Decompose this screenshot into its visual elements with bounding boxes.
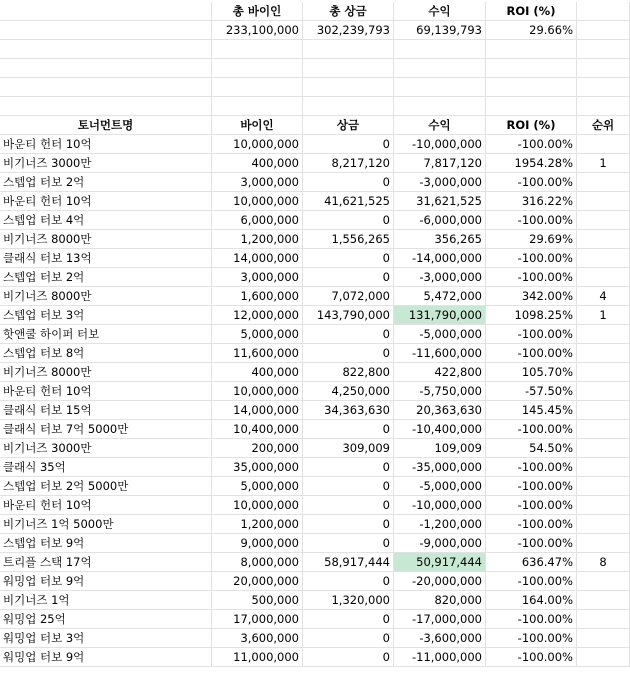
buyin-cell[interactable]: 3,600,000 <box>212 629 303 648</box>
tournament-name-cell[interactable]: 스텝업 터보 2억 <box>0 268 212 287</box>
summary-values-row <box>0 21 630 40</box>
cell[interactable] <box>212 40 303 59</box>
table-row <box>0 534 630 553</box>
tournament-name-cell[interactable]: 비기너즈 1억 <box>0 591 212 610</box>
cell[interactable] <box>303 59 394 78</box>
buyin-cell[interactable]: 1,600,000 <box>212 287 303 306</box>
tournament-name-cell[interactable]: 스텝업 터보 2억 5000만 <box>0 477 212 496</box>
tournament-name-cell[interactable]: 워밍업 터보 9억 <box>0 648 212 667</box>
tournament-name-cell[interactable]: 스텝업 터보 9억 <box>0 534 212 553</box>
roi-cell[interactable]: 342.00% <box>486 287 577 306</box>
empty-row <box>0 97 630 116</box>
roi-cell[interactable]: 145.45% <box>486 401 577 420</box>
tournament-name-cell[interactable]: 바운티 헌터 10억 <box>0 135 212 154</box>
buyin-cell[interactable]: 11,600,000 <box>212 344 303 363</box>
buyin-cell[interactable]: 17,000,000 <box>212 610 303 629</box>
cell[interactable] <box>486 40 577 59</box>
rank-cell[interactable] <box>577 534 630 553</box>
rank-cell[interactable] <box>577 458 630 477</box>
prize-cell[interactable]: 309,009 <box>303 439 394 458</box>
buyin-cell[interactable]: 5,000,000 <box>212 325 303 344</box>
summary-header-profit[interactable]: 수익 <box>394 2 486 21</box>
prize-cell[interactable]: 0 <box>303 211 394 230</box>
summary-total-buyin[interactable]: 233,100,000 <box>212 21 303 40</box>
profit-cell[interactable]: 31,621,525 <box>394 192 486 211</box>
rank-cell[interactable] <box>577 496 630 515</box>
cell[interactable] <box>394 59 486 78</box>
prize-cell[interactable]: 4,250,000 <box>303 382 394 401</box>
prize-cell[interactable]: 1,556,265 <box>303 230 394 249</box>
roi-cell[interactable]: 316.22% <box>486 192 577 211</box>
prize-cell[interactable]: 0 <box>303 648 394 667</box>
cell[interactable] <box>0 59 212 78</box>
column-header-rank[interactable]: 순위 <box>577 116 630 135</box>
buyin-cell[interactable]: 6,000,000 <box>212 211 303 230</box>
table-row <box>0 306 630 325</box>
profit-cell[interactable]: 131,790,000 <box>394 306 486 325</box>
roi-cell[interactable]: -100.00% <box>486 135 577 154</box>
prize-cell[interactable]: 0 <box>303 496 394 515</box>
profit-cell[interactable]: 20,363,630 <box>394 401 486 420</box>
tournament-name-cell[interactable]: 비기너즈 3000만 <box>0 439 212 458</box>
rank-cell[interactable] <box>577 477 630 496</box>
roi-cell[interactable]: 105.70% <box>486 363 577 382</box>
table-row <box>0 382 630 401</box>
prize-cell[interactable]: 822,800 <box>303 363 394 382</box>
tournament-name-cell[interactable]: 스텝업 터보 3억 <box>0 306 212 325</box>
tournament-name-cell[interactable]: 바운티 헌터 10억 <box>0 382 212 401</box>
prize-cell[interactable]: 0 <box>303 249 394 268</box>
tournament-name-cell[interactable]: 바운티 헌터 10억 <box>0 496 212 515</box>
table-row <box>0 192 630 211</box>
buyin-cell[interactable]: 35,000,000 <box>212 458 303 477</box>
table-row <box>0 439 630 458</box>
prize-cell[interactable]: 0 <box>303 534 394 553</box>
table-row <box>0 648 630 667</box>
buyin-cell[interactable]: 3,000,000 <box>212 173 303 192</box>
buyin-cell[interactable]: 12,000,000 <box>212 306 303 325</box>
prize-cell[interactable]: 8,217,120 <box>303 154 394 173</box>
empty-row <box>0 40 630 59</box>
cell[interactable] <box>0 2 212 21</box>
table-row <box>0 591 630 610</box>
profit-cell[interactable]: -10,000,000 <box>394 135 486 154</box>
rank-cell[interactable] <box>577 173 630 192</box>
rank-cell[interactable] <box>577 192 630 211</box>
empty-row <box>0 59 630 78</box>
roi-cell[interactable]: 1954.28% <box>486 154 577 173</box>
tournament-name-cell[interactable]: 스텝업 터보 2억 <box>0 173 212 192</box>
tournament-name-cell[interactable]: 클래식 터보 15억 <box>0 401 212 420</box>
rank-cell[interactable] <box>577 249 630 268</box>
table-row <box>0 173 630 192</box>
profit-cell[interactable]: -20,000,000 <box>394 572 486 591</box>
table-row <box>0 401 630 420</box>
profit-cell[interactable]: -1,200,000 <box>394 515 486 534</box>
roi-cell[interactable]: -100.00% <box>486 629 577 648</box>
column-header-tournament-name[interactable]: 토너먼트명 <box>0 116 212 135</box>
summary-header-row <box>0 2 630 21</box>
table-row <box>0 420 630 439</box>
profit-cell[interactable]: 356,265 <box>394 230 486 249</box>
tournament-name-cell[interactable]: 비기너즈 3000만 <box>0 154 212 173</box>
profit-cell[interactable]: -9,000,000 <box>394 534 486 553</box>
rank-cell[interactable] <box>577 268 630 287</box>
table-row <box>0 268 630 287</box>
cell[interactable] <box>394 78 486 97</box>
profit-cell[interactable]: -3,000,000 <box>394 268 486 287</box>
summary-header-total-buyin[interactable]: 총 바이인 <box>212 2 303 21</box>
tournament-name-cell[interactable]: 클래식 35억 <box>0 458 212 477</box>
buyin-cell[interactable]: 1,200,000 <box>212 230 303 249</box>
roi-cell[interactable]: -100.00% <box>486 173 577 192</box>
table-header-row <box>0 116 630 135</box>
buyin-cell[interactable]: 8,000,000 <box>212 553 303 572</box>
cell[interactable] <box>303 97 394 116</box>
buyin-cell[interactable]: 10,000,000 <box>212 192 303 211</box>
cell[interactable] <box>577 78 630 97</box>
rank-cell[interactable]: 4 <box>577 287 630 306</box>
profit-cell[interactable]: 109,009 <box>394 439 486 458</box>
cell[interactable] <box>577 21 630 40</box>
cell[interactable] <box>577 40 630 59</box>
prize-cell[interactable]: 41,621,525 <box>303 192 394 211</box>
cell[interactable] <box>486 97 577 116</box>
cell[interactable] <box>212 97 303 116</box>
roi-cell[interactable]: -100.00% <box>486 249 577 268</box>
rank-cell[interactable] <box>577 382 630 401</box>
profit-cell[interactable]: -5,000,000 <box>394 477 486 496</box>
tournament-name-cell[interactable]: 비기너즈 8000만 <box>0 363 212 382</box>
profit-cell[interactable]: -11,000,000 <box>394 648 486 667</box>
prize-cell[interactable]: 1,320,000 <box>303 591 394 610</box>
summary-total-prize[interactable]: 302,239,793 <box>303 21 394 40</box>
roi-cell[interactable]: 29.69% <box>486 230 577 249</box>
tournament-name-cell[interactable]: 클래식 터보 7억 5000만 <box>0 420 212 439</box>
cell[interactable] <box>212 59 303 78</box>
rank-cell[interactable] <box>577 344 630 363</box>
tournament-name-cell[interactable]: 비기너즈 8000만 <box>0 230 212 249</box>
rank-cell[interactable]: 8 <box>577 553 630 572</box>
cell[interactable] <box>394 40 486 59</box>
rank-cell[interactable]: 1 <box>577 306 630 325</box>
profit-cell[interactable]: -5,750,000 <box>394 382 486 401</box>
buyin-cell[interactable]: 400,000 <box>212 363 303 382</box>
rank-cell[interactable] <box>577 211 630 230</box>
buyin-cell[interactable]: 5,000,000 <box>212 477 303 496</box>
buyin-cell[interactable]: 10,000,000 <box>212 135 303 154</box>
prize-cell[interactable]: 0 <box>303 458 394 477</box>
table-row <box>0 325 630 344</box>
rank-cell[interactable] <box>577 591 630 610</box>
summary-header-total-prize[interactable]: 총 상금 <box>303 2 394 21</box>
roi-cell[interactable]: -100.00% <box>486 534 577 553</box>
roi-cell[interactable]: 54.50% <box>486 439 577 458</box>
tournament-name-cell[interactable]: 클래식 터보 13억 <box>0 249 212 268</box>
table-row <box>0 135 630 154</box>
roi-cell[interactable]: -100.00% <box>486 325 577 344</box>
tournament-name-cell[interactable]: 비기너즈 8000만 <box>0 287 212 306</box>
cell[interactable] <box>303 78 394 97</box>
cell[interactable] <box>577 2 630 21</box>
summary-header-roi[interactable]: ROI (%) <box>486 2 577 21</box>
roi-cell[interactable]: -100.00% <box>486 648 577 667</box>
profit-cell[interactable]: -3,000,000 <box>394 173 486 192</box>
rank-cell[interactable] <box>577 629 630 648</box>
prize-cell[interactable]: 0 <box>303 344 394 363</box>
roi-cell[interactable]: -100.00% <box>486 420 577 439</box>
profit-cell[interactable]: 5,472,000 <box>394 287 486 306</box>
table-row <box>0 572 630 591</box>
prize-cell[interactable]: 143,790,000 <box>303 306 394 325</box>
rank-cell[interactable] <box>577 420 630 439</box>
profit-cell[interactable]: -35,000,000 <box>394 458 486 477</box>
buyin-cell[interactable]: 9,000,000 <box>212 534 303 553</box>
rank-cell[interactable] <box>577 230 630 249</box>
rank-cell[interactable] <box>577 363 630 382</box>
rank-cell[interactable] <box>577 325 630 344</box>
table-row <box>0 230 630 249</box>
roi-cell[interactable]: -100.00% <box>486 515 577 534</box>
prize-cell[interactable]: 0 <box>303 610 394 629</box>
buyin-cell[interactable]: 10,000,000 <box>212 496 303 515</box>
prize-cell[interactable]: 58,917,444 <box>303 553 394 572</box>
table-row <box>0 249 630 268</box>
rank-cell[interactable] <box>577 648 630 667</box>
buyin-cell[interactable]: 3,000,000 <box>212 268 303 287</box>
cell[interactable] <box>212 78 303 97</box>
buyin-cell[interactable]: 14,000,000 <box>212 249 303 268</box>
tournament-name-cell[interactable]: 워밍업 터보 3억 <box>0 629 212 648</box>
prize-cell[interactable]: 0 <box>303 477 394 496</box>
tournament-name-cell[interactable]: 트리플 스택 17억 <box>0 553 212 572</box>
table-row <box>0 344 630 363</box>
prize-cell[interactable]: 7,072,000 <box>303 287 394 306</box>
roi-cell[interactable]: 164.00% <box>486 591 577 610</box>
table-row <box>0 515 630 534</box>
summary-roi[interactable]: 29.66% <box>486 21 577 40</box>
cell[interactable] <box>486 59 577 78</box>
profit-cell[interactable]: -11,600,000 <box>394 344 486 363</box>
rank-cell[interactable] <box>577 135 630 154</box>
buyin-cell[interactable]: 10,400,000 <box>212 420 303 439</box>
roi-cell[interactable]: -100.00% <box>486 572 577 591</box>
table-row <box>0 629 630 648</box>
column-header-profit[interactable]: 수익 <box>394 116 486 135</box>
cell[interactable] <box>303 40 394 59</box>
profit-cell[interactable]: -17,000,000 <box>394 610 486 629</box>
tournament-name-cell[interactable]: 핫앤쿨 하이퍼 터보 <box>0 325 212 344</box>
profit-cell[interactable]: -10,000,000 <box>394 496 486 515</box>
profit-cell[interactable]: 820,000 <box>394 591 486 610</box>
rank-cell[interactable]: 1 <box>577 154 630 173</box>
profit-cell[interactable]: -10,400,000 <box>394 420 486 439</box>
roi-cell[interactable]: -100.00% <box>486 496 577 515</box>
rank-cell[interactable] <box>577 610 630 629</box>
prize-cell[interactable]: 0 <box>303 135 394 154</box>
cell[interactable] <box>394 97 486 116</box>
roi-cell[interactable]: -100.00% <box>486 477 577 496</box>
buyin-cell[interactable]: 200,000 <box>212 439 303 458</box>
profit-cell[interactable]: 7,817,120 <box>394 154 486 173</box>
roi-cell[interactable]: -100.00% <box>486 610 577 629</box>
rank-cell[interactable] <box>577 572 630 591</box>
profit-cell[interactable]: -3,600,000 <box>394 629 486 648</box>
table-row <box>0 553 630 572</box>
rank-cell[interactable] <box>577 401 630 420</box>
roi-cell[interactable]: -57.50% <box>486 382 577 401</box>
rank-cell[interactable] <box>577 439 630 458</box>
roi-cell[interactable]: 1098.25% <box>486 306 577 325</box>
prize-cell[interactable]: 0 <box>303 325 394 344</box>
cell[interactable] <box>0 21 212 40</box>
table-row <box>0 211 630 230</box>
prize-cell[interactable]: 0 <box>303 420 394 439</box>
tournament-name-cell[interactable]: 스텝업 터보 8억 <box>0 344 212 363</box>
table-row <box>0 477 630 496</box>
tournament-name-cell[interactable]: 워밍업 터보 9억 <box>0 572 212 591</box>
column-header-buyin[interactable]: 바이인 <box>212 116 303 135</box>
cell[interactable] <box>486 78 577 97</box>
prize-cell[interactable]: 0 <box>303 572 394 591</box>
table-row <box>0 363 630 382</box>
buyin-cell[interactable]: 400,000 <box>212 154 303 173</box>
column-header-roi[interactable]: ROI (%) <box>486 116 577 135</box>
cell[interactable] <box>0 78 212 97</box>
tournament-name-cell[interactable]: 워밍업 25억 <box>0 610 212 629</box>
table-row <box>0 496 630 515</box>
rank-cell[interactable] <box>577 515 630 534</box>
tournament-name-cell[interactable]: 바운티 헌터 10억 <box>0 192 212 211</box>
summary-profit[interactable]: 69,139,793 <box>394 21 486 40</box>
buyin-cell[interactable]: 500,000 <box>212 591 303 610</box>
cell[interactable] <box>0 97 212 116</box>
profit-cell[interactable]: -5,000,000 <box>394 325 486 344</box>
tournament-name-cell[interactable]: 비기너즈 1억 5000만 <box>0 515 212 534</box>
buyin-cell[interactable]: 10,000,000 <box>212 382 303 401</box>
profit-cell[interactable]: 50,917,444 <box>394 553 486 572</box>
prize-cell[interactable]: 34,363,630 <box>303 401 394 420</box>
empty-row <box>0 78 630 97</box>
table-row <box>0 458 630 477</box>
profit-cell[interactable]: -6,000,000 <box>394 211 486 230</box>
roi-cell[interactable]: -100.00% <box>486 268 577 287</box>
table-row <box>0 154 630 173</box>
tournament-name-cell[interactable]: 스텝업 터보 4억 <box>0 211 212 230</box>
table-row <box>0 610 630 629</box>
column-header-prize[interactable]: 상금 <box>303 116 394 135</box>
prize-cell[interactable]: 0 <box>303 173 394 192</box>
roi-cell[interactable]: -100.00% <box>486 211 577 230</box>
roi-cell[interactable]: 636.47% <box>486 553 577 572</box>
buyin-cell[interactable]: 14,000,000 <box>212 401 303 420</box>
cell[interactable] <box>577 59 630 78</box>
buyin-cell[interactable]: 20,000,000 <box>212 572 303 591</box>
table-row <box>0 287 630 306</box>
roi-cell[interactable]: -100.00% <box>486 344 577 363</box>
roi-cell[interactable]: -100.00% <box>486 458 577 477</box>
buyin-cell[interactable]: 1,200,000 <box>212 515 303 534</box>
prize-cell[interactable]: 0 <box>303 268 394 287</box>
cell[interactable] <box>577 97 630 116</box>
prize-cell[interactable]: 0 <box>303 515 394 534</box>
buyin-cell[interactable]: 11,000,000 <box>212 648 303 667</box>
profit-cell[interactable]: -14,000,000 <box>394 249 486 268</box>
profit-cell[interactable]: 422,800 <box>394 363 486 382</box>
cell[interactable] <box>0 40 212 59</box>
prize-cell[interactable]: 0 <box>303 629 394 648</box>
